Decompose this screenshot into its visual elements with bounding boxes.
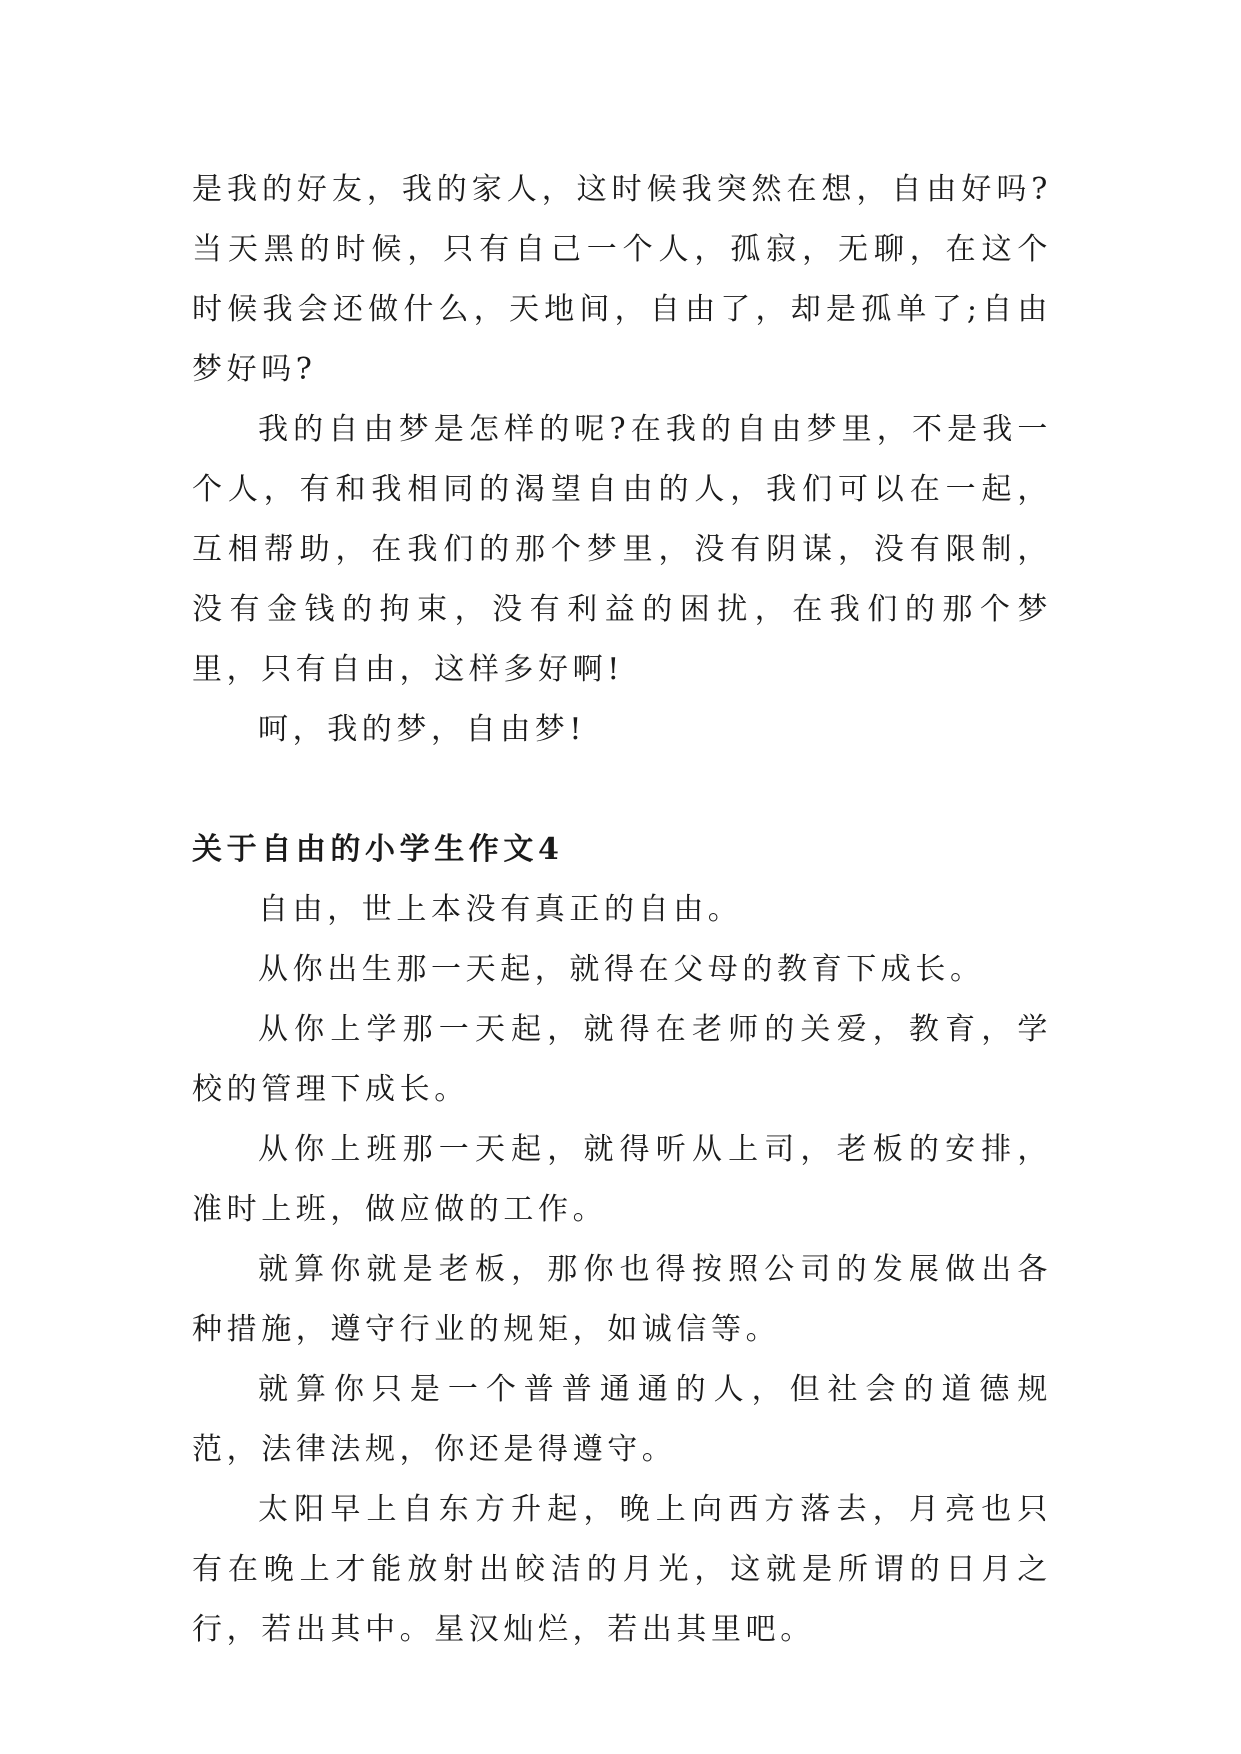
- document-body: [192, 160, 1052, 1660]
- section-heading: 关于自由的小学生作文4: [192, 832, 564, 867]
- section-spacer: [192, 760, 1052, 820]
- paragraph: 自由，世上本没有真正的自由。: [258, 892, 743, 927]
- paragraph: 我的自由梦是怎样的呢?在我的自由梦里，不是我一个人，有和我相同的渴望自由的人，我们可以在一起，互相帮助，在我们的那个梦里，没有阴谋，没有限制，没有金钱的拘束，没有利益的困扰，在我们的那个梦里，只有自由，这样多好啊!: [192, 412, 1052, 687]
- paragraph: 就算你只是一个普普通通的人，但社会的道德规范，法律法规，你还是得遵守。: [192, 1372, 1052, 1467]
- paragraph: 从你出生那一天起，就得在父母的教育下成长。: [258, 952, 985, 987]
- paragraph: 从你上学那一天起，就得在老师的关爱，教育，学校的管理下成长。: [192, 1012, 1052, 1107]
- paragraph: 是我的好友，我的家人，这时候我突然在想，自由好吗?当天黑的时候，只有自己一个人，孤寂，无聊，在这个时候我会还做什么，天地间，自由了，却是孤单了;自由梦好吗?: [192, 172, 1052, 387]
- paragraph: 太阳早上自东方升起，晚上向西方落去，月亮也只有在晚上才能放射出皎洁的月光，这就是所谓的日月之行，若出其中。星汉灿烂，若出其里吧。: [192, 1492, 1052, 1647]
- paragraph: 就算你就是老板，那你也得按照公司的发展做出各种措施，遵守行业的规矩，如诚信等。: [192, 1252, 1052, 1347]
- paragraph: 从你上班那一天起，就得听从上司，老板的安排，准时上班，做应做的工作。: [192, 1132, 1052, 1227]
- paragraph: 呵，我的梦，自由梦!: [258, 712, 587, 747]
